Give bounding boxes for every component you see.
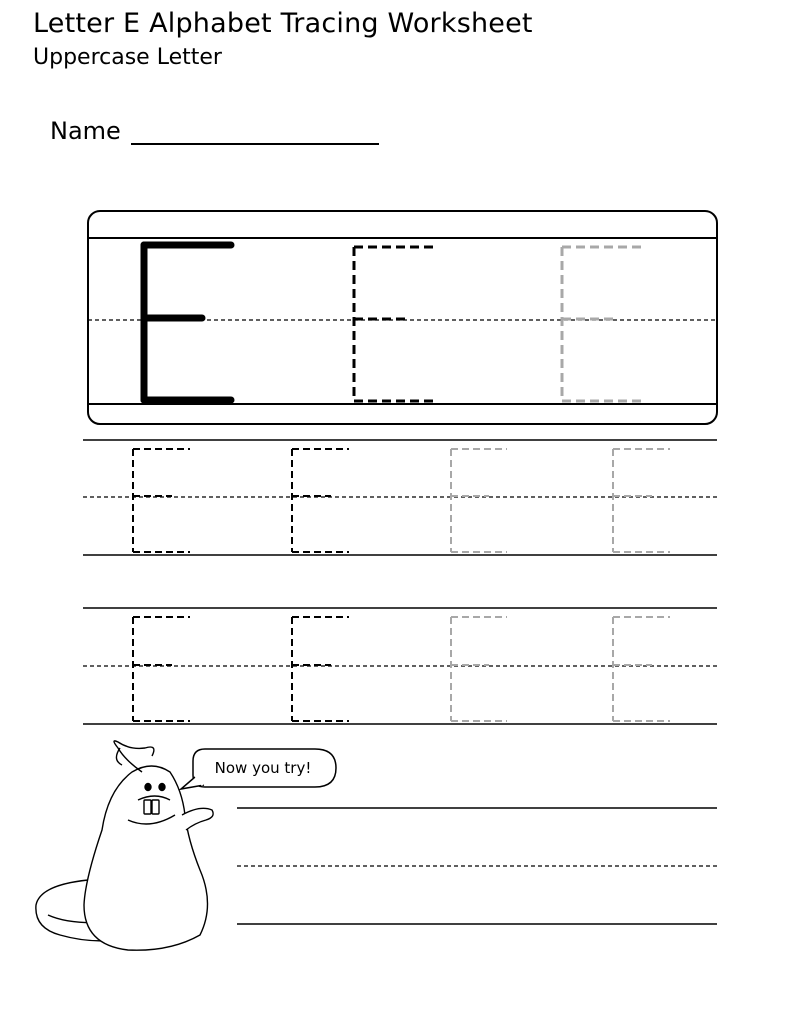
row2-letter-e-3 [451,617,507,721]
dashed-letter-e-dark [354,247,438,401]
cartoon-character-icon [36,741,213,950]
row1-letter-e-1 [133,449,190,552]
practice-row-1 [83,440,717,555]
worksheet-title: Letter E Alphabet Tracing Worksheet [33,8,533,39]
row2-letter-e-2 [292,617,349,721]
free-writing-lines [237,808,717,924]
row1-letter-e-4 [613,449,670,552]
name-label: Name [50,117,121,145]
dashed-letter-e-light [562,247,643,401]
speech-bubble-text: Now you try! [214,759,312,777]
row2-letter-e-4 [613,617,670,721]
worksheet-subtitle: Uppercase Letter [33,45,222,70]
practice-row-2 [83,608,717,724]
row2-letter-e-1 [133,617,190,721]
solid-letter-e [144,245,231,400]
row1-letter-e-2 [292,449,349,552]
row1-letter-e-3 [451,449,507,552]
